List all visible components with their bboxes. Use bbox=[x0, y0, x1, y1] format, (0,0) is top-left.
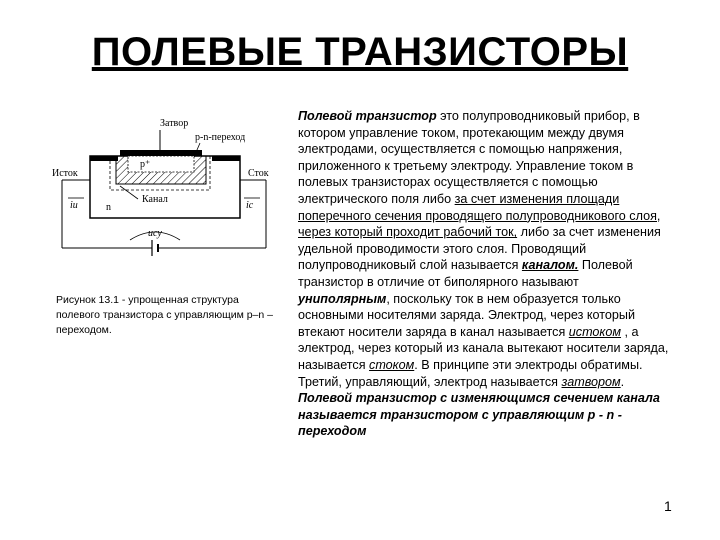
term-channel: каналом. bbox=[521, 258, 579, 273]
text-underlined-cross-section: за счет изменения площади поперечного сечения проводящего полупроводникового слоя, через который проходит рабочий ток, bbox=[298, 191, 661, 240]
gate-electrode bbox=[120, 150, 202, 156]
text-segment: . В принципе эти электроды обратимы. Третий, управляющий, электрод называется bbox=[298, 357, 643, 389]
drain-contact bbox=[212, 156, 240, 161]
channel-label: Канал bbox=[142, 194, 168, 205]
source-current-label: iи bbox=[70, 200, 78, 211]
text-segment: это полупроводниковый прибор, в котором управление током, протекающим между двумя электродами, осуществляется с помощью напряжения, приложенного к третьему электроду. Управление током в полевых транзисторах осуществляется с помощью электрического поля либо bbox=[298, 109, 640, 206]
n-region-label: n bbox=[106, 202, 111, 213]
slide-title: ПОЛЕВЫЕ ТРАНЗИСТОРЫ bbox=[91, 30, 629, 74]
drain-current-label: iс bbox=[246, 200, 254, 211]
term-unipolar: униполярным bbox=[298, 291, 387, 306]
p-plus-core bbox=[128, 156, 194, 172]
figure-caption: Рисунок 13.1 - упрощенная структура полевого транзистора с управляющим p–n – переходом. bbox=[56, 294, 273, 336]
term-jfet-definition: Полевой транзистор с изменяющимся сечением канала называется транзистором с управляющим p - n - переходом bbox=[298, 391, 660, 439]
drain-label: Сток bbox=[248, 168, 269, 179]
page-number: 1 bbox=[664, 498, 672, 514]
term-field-transistor: Полевой транзистор bbox=[298, 109, 437, 123]
text-segment: либо за счет изменения удельной проводимости этого слоя. Проводящий полупроводниковый слой называется bbox=[298, 225, 661, 273]
gate-label: Затвор bbox=[160, 118, 189, 129]
text-segment: , поскольку ток в нем образуется только основными носителями заряда. Электрод, через который втекают носители заряда в канал называется bbox=[298, 291, 635, 339]
voltage-label: uсу bbox=[148, 228, 162, 239]
term-source: истоком bbox=[568, 324, 622, 339]
text-segment: , а электрод, через который из канала вытекают носители заряда, называется bbox=[298, 324, 669, 372]
junction-label: p-n-переход bbox=[195, 132, 246, 143]
term-drain: стоком bbox=[369, 357, 415, 372]
transistor-structure-diagram bbox=[50, 110, 280, 270]
p-region-label: p⁺ bbox=[140, 159, 151, 170]
body-paragraph bbox=[298, 108, 670, 440]
text-segment: . bbox=[620, 374, 625, 389]
text-segment: Полевой транзистор в отличие от биполярного называют bbox=[298, 258, 633, 289]
source-contact bbox=[90, 156, 118, 161]
term-gate: затвором bbox=[561, 374, 621, 389]
source-label: Исток bbox=[52, 168, 78, 179]
